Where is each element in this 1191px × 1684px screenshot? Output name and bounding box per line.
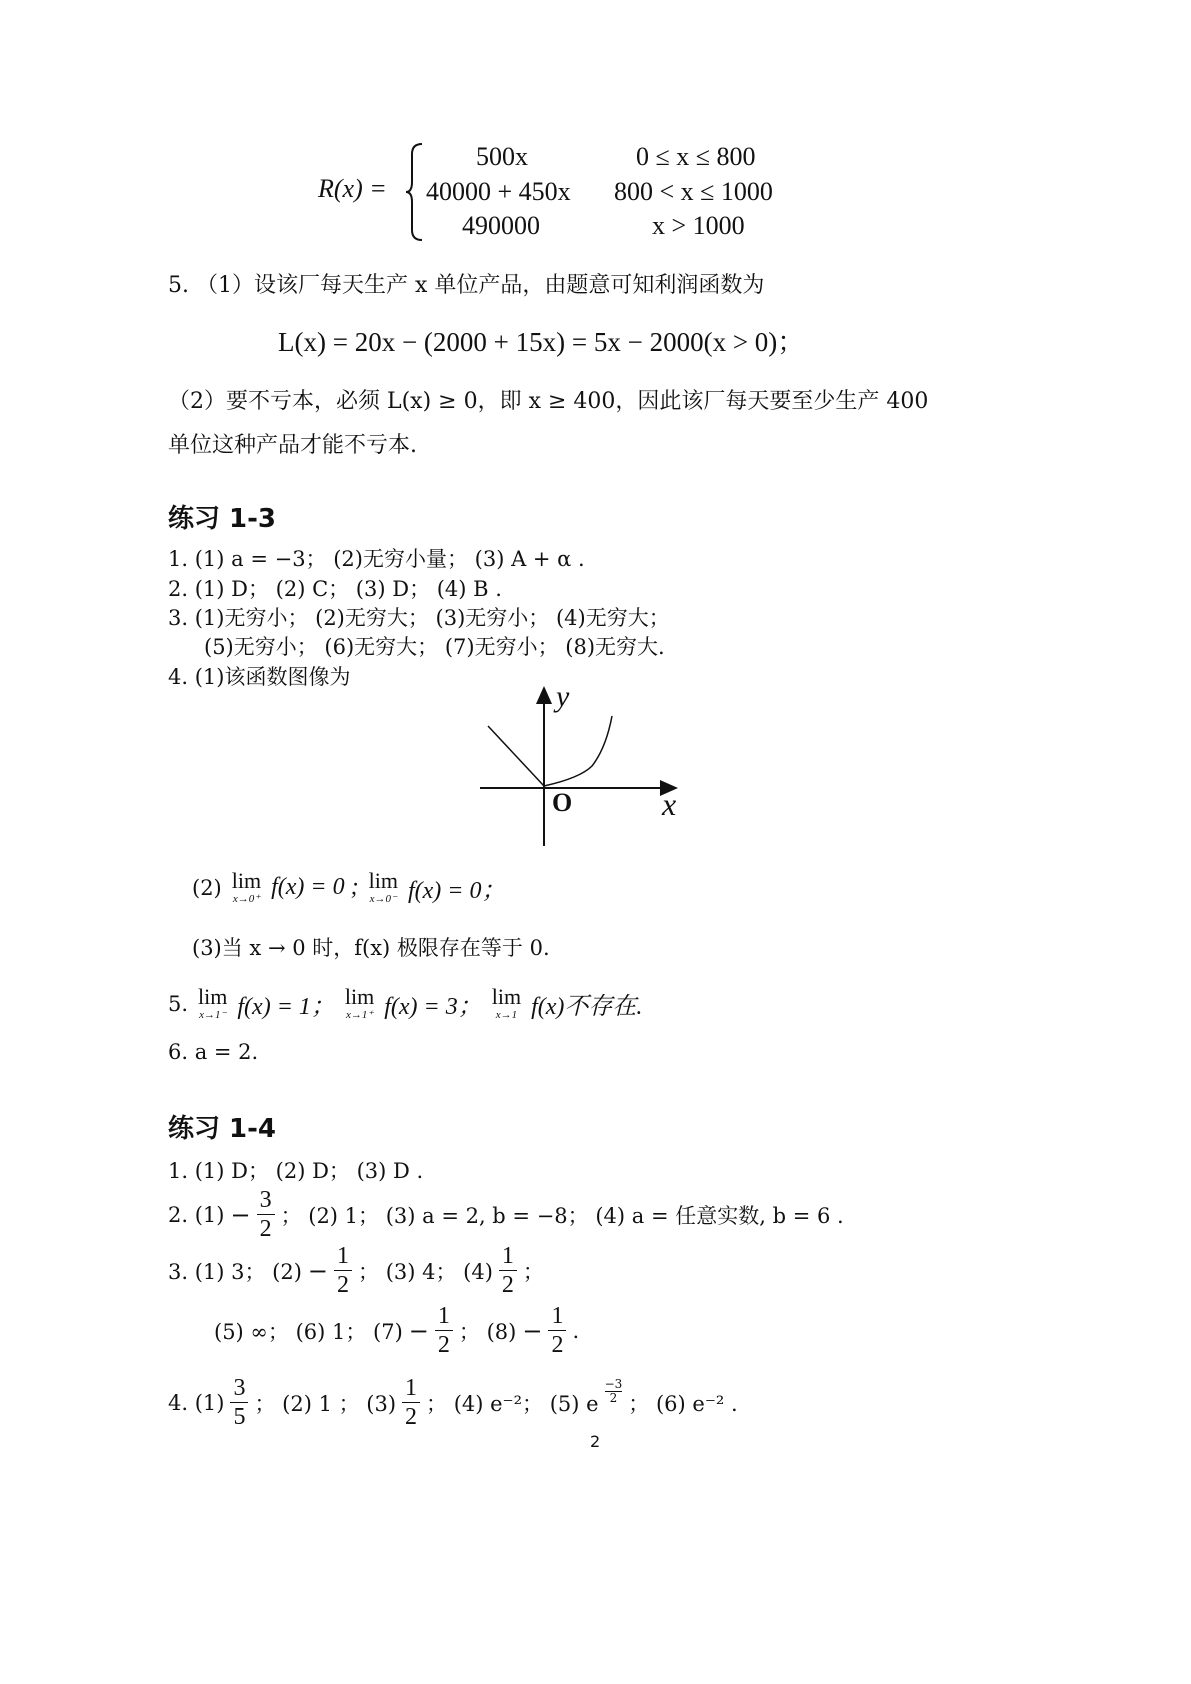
row3-prefix: 3. (1) 3； (2) (168, 1259, 302, 1284)
q5-line2a: （2）要不亏本，必须 L(x) ≥ 0，即 x ≥ 400，因此该厂每天要至少生产 400 (168, 389, 929, 414)
lim-b: lim x→0⁻ (368, 868, 398, 905)
piecewise-cond-3: x > 1000 (652, 211, 745, 240)
frac-r4-2-den: 2 (551, 1332, 564, 1358)
row8-label: 5. (168, 991, 189, 1016)
page-number: 2 (590, 1432, 601, 1451)
lim-row-label: (2) (192, 875, 222, 900)
piecewise-expr-1: 500x (476, 142, 528, 171)
row4-prefix: (5) ∞； (6) 1； (7) (214, 1319, 403, 1344)
piecewise-cond-2: 800 < x ≤ 1000 (614, 177, 773, 206)
lim-d: lim x→1⁺ (344, 984, 375, 1021)
frac-r3-1-num: 1 (334, 1242, 352, 1271)
exp-frac-den: 2 (609, 1391, 618, 1405)
sec13-row5: 4. (1)该函数图像为 (168, 665, 351, 689)
q5-line1: 5. （1）设该厂每天生产 x 单位产品，由题意可知利润函数为 (168, 273, 765, 298)
piecewise-expr-2: 40000 + 450x (426, 177, 571, 206)
frac-r2 (257, 1186, 275, 1243)
frac-r5-1-den: 5 (233, 1404, 246, 1430)
lim-c: lim x→1⁻ (198, 984, 228, 1021)
piecewise-lhs: R(x) = (318, 174, 387, 203)
row3-mid: ； (3) 4； (4) (358, 1259, 493, 1284)
row3-end: ； (522, 1259, 544, 1284)
lim-d-sub: x→1⁺ (345, 1009, 374, 1021)
piecewise-expr-3: 490000 (462, 211, 540, 240)
row5-mid: ； (2) 1 ； (3) (254, 1391, 397, 1416)
frac-r4-2-num: 1 (548, 1302, 566, 1331)
lim-d-body: f(x) = 3； (384, 994, 482, 1020)
frac-r4-1-den: 2 (437, 1332, 450, 1358)
frac-r3-1 (334, 1242, 352, 1299)
row5-mid2: ； (4) e⁻²； (5) e (426, 1391, 599, 1416)
sec14-row2: 2. (1) − $\frac{3}{2}$ ； (2) 1； (3) a = 2, b = −8； (4) a = 任意实数, b = 6 . (168, 1187, 844, 1242)
frac-r5-2 (402, 1374, 420, 1431)
exp-frac: −3 2 (604, 1377, 623, 1405)
q5-line2b: 单位这种产品才能不亏本. (168, 433, 417, 458)
lim-a-body: f(x) = 0 ; (271, 874, 359, 900)
sec13-row7: (3)当 x → 0 时，f(x) 极限存在等于 0. (192, 936, 550, 960)
sec13-row9: 6. a = 2. (168, 1040, 259, 1064)
frac-r2-num: 3 (257, 1186, 275, 1215)
row2-rest: ； (2) 1； (3) a = 2, b = −8； (4) a = 任意实数, b = 6 . (280, 1203, 844, 1228)
left-branch (488, 726, 544, 786)
left-brace-icon (404, 142, 426, 242)
lim-a-sub: x→0⁺ (232, 893, 261, 905)
frac-r3-1-den: 2 (337, 1272, 350, 1298)
lim-e-sub: x→1 (495, 1009, 518, 1021)
sec14-row4: (5) ∞； (6) 1； (7) − $\frac{1}{2}$ ； (8) − $\frac{1}{2}$ . (214, 1303, 580, 1358)
frac-r3-2 (499, 1242, 517, 1299)
frac-r5-1-num: 3 (230, 1374, 248, 1403)
row4-mid: ； (8) (458, 1319, 517, 1344)
exp-frac-num: 3 (614, 1377, 623, 1391)
lim-c-sub: x→1⁻ (199, 1009, 227, 1021)
section-title-1-4: 练习 1-4 (168, 1114, 277, 1144)
sec14-row1: 1. (1) D； (2) D； (3) D . (168, 1159, 424, 1183)
frac-r3-2-num: 1 (499, 1242, 517, 1271)
sec13-row2: 2. (1) D； (2) C； (3) D； (4) B . (168, 577, 502, 601)
lim-a: lim x→0⁺ (231, 868, 262, 905)
frac-r4-2 (548, 1302, 566, 1359)
row2-prefix: 2. (1) (168, 1202, 225, 1227)
piecewise-cond-1: 0 ≤ x ≤ 800 (636, 142, 756, 171)
graph-origin-label: O (552, 788, 573, 817)
row4-end: . (572, 1318, 580, 1343)
function-graph (470, 686, 700, 856)
frac-r3-2-den: 2 (501, 1272, 514, 1298)
graph-x-label: x (662, 786, 677, 822)
row5-prefix: 4. (1) (168, 1390, 225, 1415)
sec13-row4: (5)无穷小； (6)无穷大； (7)无穷小； (8)无穷大. (204, 635, 665, 659)
frac-r4-1-num: 1 (435, 1302, 453, 1331)
lim-b-sub: x→0⁻ (369, 893, 397, 905)
lim-e-body: f(x)不存在. (531, 994, 643, 1020)
q5-formula: L(x) = 20x − (2000 + 15x) = 5x − 2000(x > 0)； (278, 327, 805, 357)
sec14-row3: 3. (1) 3； (2) − $\frac{1}{2}$ ； (3) 4； (4) $\frac{1}{2}$ ； (168, 1243, 544, 1298)
frac-r5-2-den: 2 (405, 1404, 418, 1430)
frac-r5-1 (230, 1374, 248, 1431)
lim-e: lim x→1 (491, 984, 522, 1021)
sec13-row1: 1. (1) a = −3； (2)无穷小量； (3) A + α . (168, 547, 585, 571)
sec14-row5 (168, 1374, 738, 1431)
sec13-row3: 3. (1)无穷小； (2)无穷大； (3)无穷小； (4)无穷大； (168, 606, 670, 630)
lim-c-body: f(x) = 1； (237, 994, 335, 1020)
frac-r5-2-num: 1 (402, 1374, 420, 1403)
graph-y-label: y (556, 680, 570, 713)
right-branch (544, 716, 612, 786)
sec13-limit-row (192, 870, 505, 905)
sec13-row8 (168, 986, 642, 1021)
section-title-1-3: 练习 1-3 (168, 504, 277, 534)
frac-r4-1 (435, 1302, 453, 1359)
row5-end: ； (6) e⁻² . (628, 1391, 738, 1416)
frac-r2-den: 2 (259, 1216, 272, 1242)
lim-b-body: f(x) = 0； (407, 878, 506, 904)
